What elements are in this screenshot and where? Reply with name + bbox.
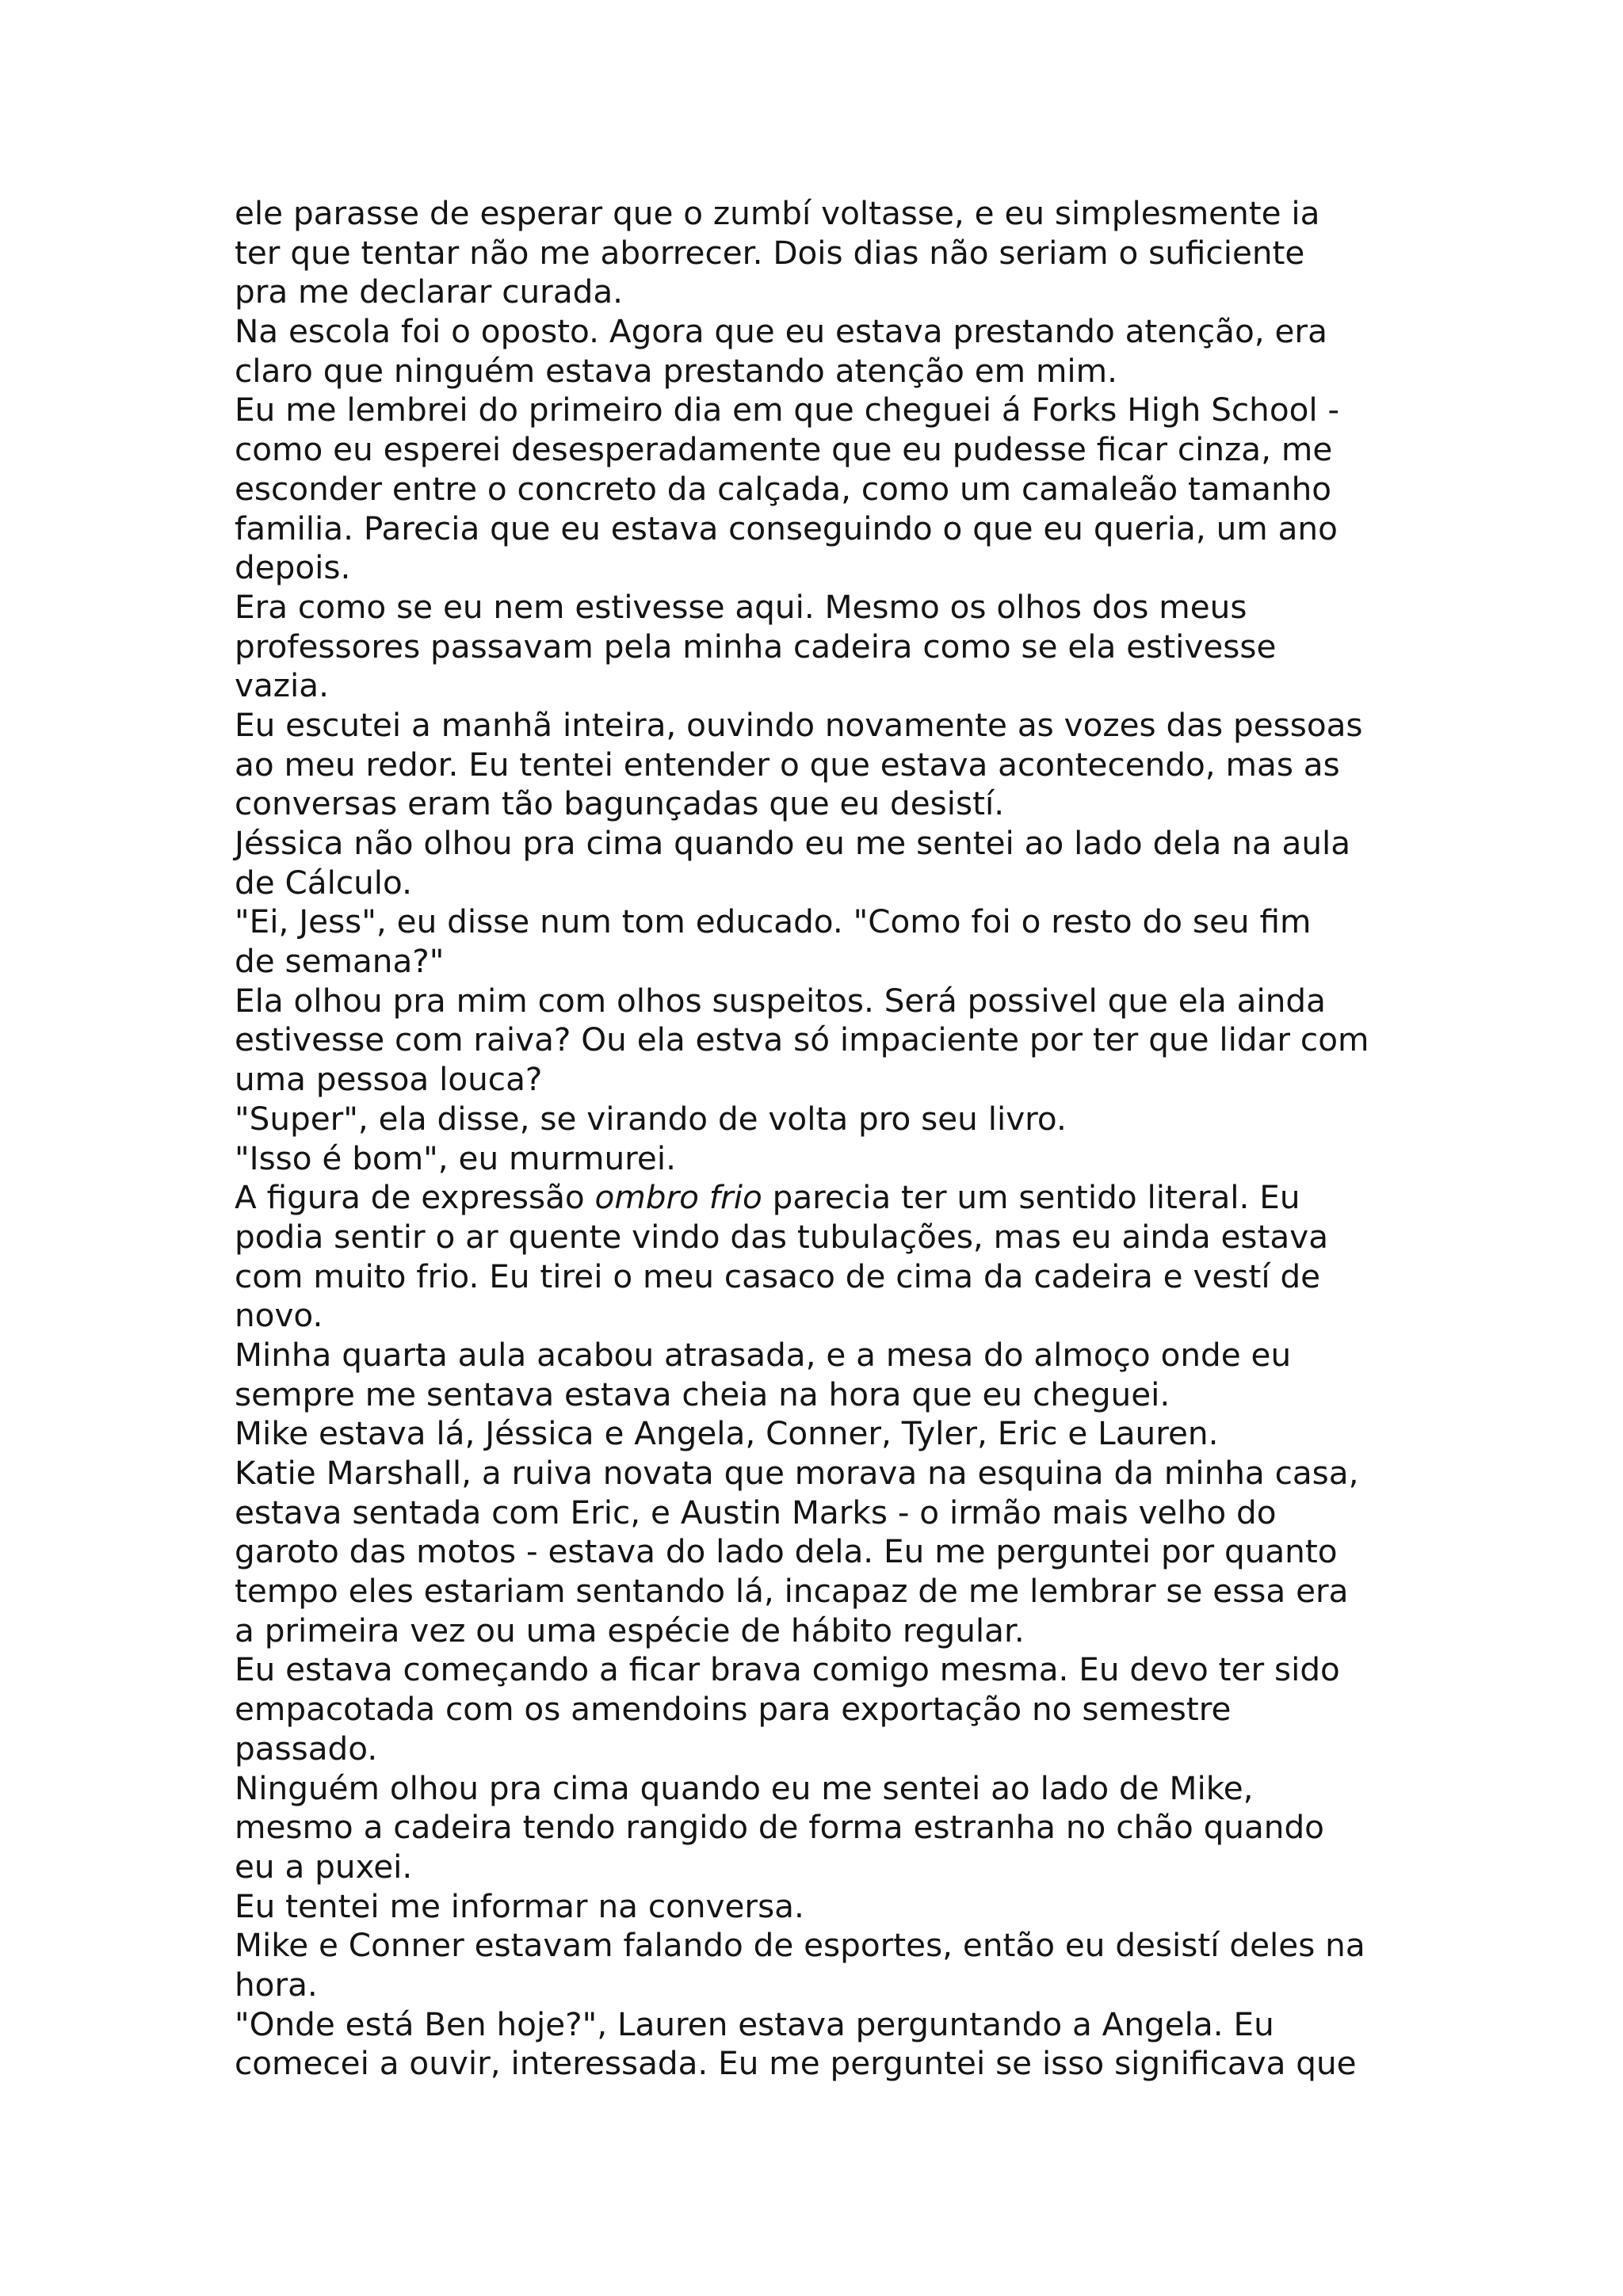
- figure-line-after: parecia ter um sentido literal. Eu: [762, 1178, 1300, 1217]
- paragraph-lines-bottom: [235, 1218, 1423, 2084]
- text-line: podia sentir o ar quente vindo das tubulações, mas eu ainda estava: [235, 1217, 1329, 1256]
- text-line: Mike e Conner estavam falando de esportes, então eu desistí deles na: [235, 1926, 1365, 1965]
- paragraph-lines-top: [235, 194, 1423, 1178]
- text-line: "Super", ela disse, se virando de volta pro seu livro.: [235, 1099, 1067, 1138]
- text-line: Ninguém olhou pra cima quando eu me sentei ao lado de Mike,: [235, 1768, 1254, 1807]
- text-line: professores passavam pela minha cadeira como se ela estivesse: [235, 627, 1277, 666]
- text-line: Na escola foi o oposto. Agora que eu estava prestando atenção, era: [235, 312, 1327, 351]
- text-line: "Onde está Ben hoje?", Lauren estava perguntando a Angela. Eu: [235, 2004, 1274, 2043]
- text-line: Minha quarta aula acabou atrasada, e a mesa do almoço onde eu: [235, 1335, 1292, 1374]
- text-line: Ela olhou pra mim com olhos suspeitos. Será possivel que ela ainda: [235, 981, 1326, 1020]
- text-line: familia. Parecia que eu estava conseguindo o que eu queria, um ano: [235, 509, 1338, 547]
- text-line: ter que tentar não me aborrecer. Dois dias não seriam o suficiente: [235, 233, 1305, 272]
- text-line: ele parasse de esperar que o zumbí voltasse, e eu simplesmente ia: [235, 194, 1320, 232]
- text-line: Eu escutei a manhã inteira, ouvindo novamente as vozes das pessoas: [235, 705, 1363, 744]
- text-line: tempo eles estariam sentando lá, incapaz de me lembrar se essa era: [235, 1572, 1349, 1611]
- text-line: sempre me sentava estava cheia na hora que eu cheguei.: [235, 1375, 1170, 1413]
- text-line: com muito frio. Eu tirei o meu casaco de cima da cadeira e vestí de: [235, 1257, 1321, 1295]
- text-line: Katie Marshall, a ruiva novata que morava na esquina da minha casa,: [235, 1454, 1359, 1492]
- text-line: Eu estava começando a ficar brava comigo mesma. Eu devo ter sido: [235, 1650, 1340, 1689]
- text-line: Eu tentei me informar na conversa.: [235, 1886, 804, 1925]
- text-line: ao meu redor. Eu tentei entender o que estava acontecendo, mas as: [235, 745, 1340, 784]
- text-line: de semana?": [235, 942, 445, 981]
- text-line: comecei a ouvir, interessada. Eu me perguntei se isso significava que: [235, 2044, 1357, 2083]
- text-line: "Ei, Jess", eu disse num tom educado. "Como foi o resto do seu fim: [235, 902, 1312, 941]
- text-line: mesmo a cadeira tendo rangido de forma estranha no chão quando: [235, 1808, 1324, 1847]
- text-line: passado.: [235, 1729, 378, 1768]
- text-line: depois.: [235, 548, 351, 587]
- text-line: conversas eram tão bagunçadas que eu desistí.: [235, 784, 1005, 823]
- text-line: como eu esperei desesperadamente que eu pudesse ficar cinza, me: [235, 430, 1333, 469]
- text-line: novo.: [235, 1296, 323, 1335]
- text-line: de Cálculo.: [235, 863, 412, 902]
- italic-phrase: ombro frio: [594, 1178, 762, 1217]
- figure-line-before: A figura de expressão: [235, 1178, 595, 1217]
- text-line: Mike estava lá, Jéssica e Angela, Conner, Tyler, Eric e Lauren.: [235, 1414, 1219, 1453]
- text-line: esconder entre o concreto da calçada, como um camaleão tamanho: [235, 469, 1332, 508]
- text-line: garoto das motos - estava do lado dela. Eu me perguntei por quanto: [235, 1532, 1338, 1571]
- figure-of-speech-line: [235, 1178, 1423, 1218]
- text-line: vazia.: [235, 666, 329, 705]
- text-line: "Isso é bom", eu murmurei.: [235, 1138, 676, 1177]
- text-line: estivesse com raiva? Ou ela estva só impaciente por ter que lidar com: [235, 1020, 1369, 1059]
- text-line: uma pessoa louca?: [235, 1060, 543, 1099]
- text-line: hora.: [235, 1965, 318, 2004]
- text-line: Jéssica não olhou pra cima quando eu me sentei ao lado dela na aula: [235, 824, 1351, 862]
- text-line: Eu me lembrei do primeiro dia em que cheguei á Forks High School -: [235, 391, 1340, 429]
- text-line: estava sentada com Eric, e Austin Marks - o irmão mais velho do: [235, 1493, 1277, 1531]
- text-line: claro que ninguém estava prestando atenção em mim.: [235, 351, 1118, 390]
- text-line: pra me declarar curada.: [235, 273, 624, 311]
- text-line: empacotada com os amendoins para exportação no semestre: [235, 1690, 1232, 1729]
- body-text: [235, 194, 1423, 2084]
- text-line: Era como se eu nem estivesse aqui. Mesmo os olhos dos meus: [235, 587, 1247, 626]
- text-line: a primeira vez ou uma espécie de hábito regular.: [235, 1611, 1025, 1650]
- text-line: eu a puxei.: [235, 1847, 413, 1886]
